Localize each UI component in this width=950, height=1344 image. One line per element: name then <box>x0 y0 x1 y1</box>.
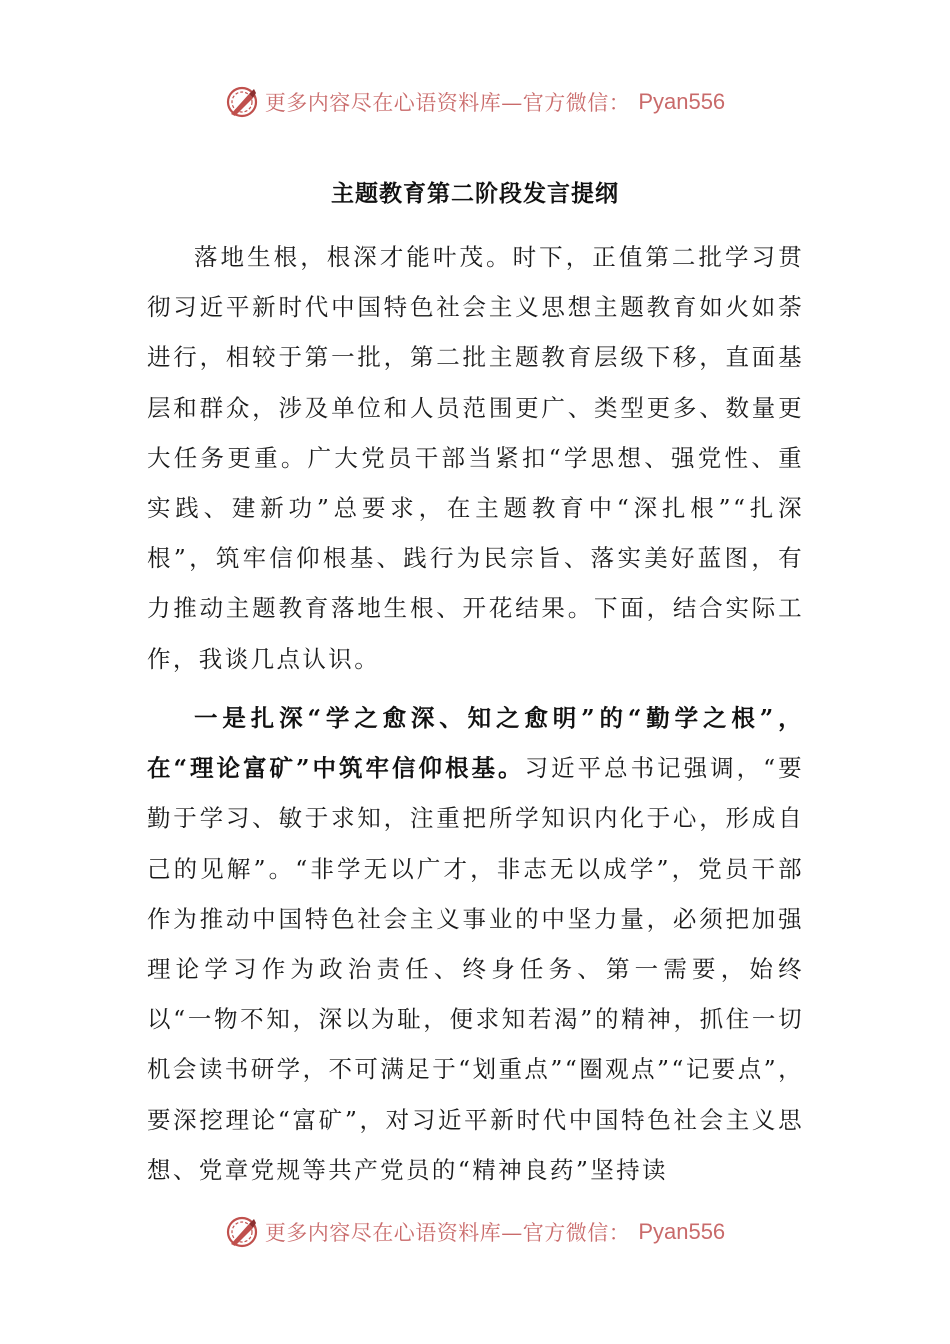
paragraph-intro: 落地生根，根深才能叶茂。时下，正值第二批学习贯彻习近平新时代中国特色社会主义思想主题教育如火如荼进行，相较于第一批，第二批主题教育层级下移，直面基层和群众，涉及单位和人员范围更广、类型更多、数量更大任务更重。广大党员干部当紧扣“学思想、强党性、重实践、建新功”总要求，在主题教育中“深扎根”“扎深根”，筑牢信仰根基、践行为民宗旨、落实美好蓝图，有力推动主题教育落地生根、开花结果。下面，结合实际工作，我谈几点认识。 <box>147 243 804 673</box>
watermark-text: 更多内容尽在心语资料库—官方微信： <box>264 1221 631 1245</box>
paragraph-point-one-heading: 一是扎深“学之愈深、知之愈明”的“勤学之根”，在“理论富矿”中筑牢信仰根基。 <box>147 704 804 783</box>
footer-watermark <box>0 1212 950 1252</box>
paragraph-point-one <box>147 693 804 1195</box>
pen-nib-logo-icon <box>225 1215 259 1249</box>
pen-nib-logo-icon <box>225 85 259 119</box>
watermark-text: 更多内容尽在心语资料库—官方微信： <box>264 91 631 115</box>
header-watermark <box>0 82 950 122</box>
watermark-wechat-id: Pyan556 <box>638 89 726 114</box>
paragraph-point-one-body: 习近平总书记强调，“要勤于学习、敏于求知，注重把所学知识内化于心，形成自己的见解”。“非学无以广才，非志无以成学”，党员干部作为推动中国特色社会主义事业的中坚力量，必须把加强理论学习作为政治责任、终身任务、第一需要，始终以“一物不知，深以为耻，便求知若渴”的精神，抓住一切机会读书研学，不可满足于“划重点”“圈观点”“记要点”，要深挖理论“富矿”，对习近平新时代中国特色社会主义思想、党章党规等共产党员的“精神良药”坚持读 <box>147 754 804 1184</box>
watermark-wechat-id: Pyan556 <box>638 1219 726 1244</box>
document-title: 主题教育第二阶段发言提纲 <box>331 180 619 207</box>
